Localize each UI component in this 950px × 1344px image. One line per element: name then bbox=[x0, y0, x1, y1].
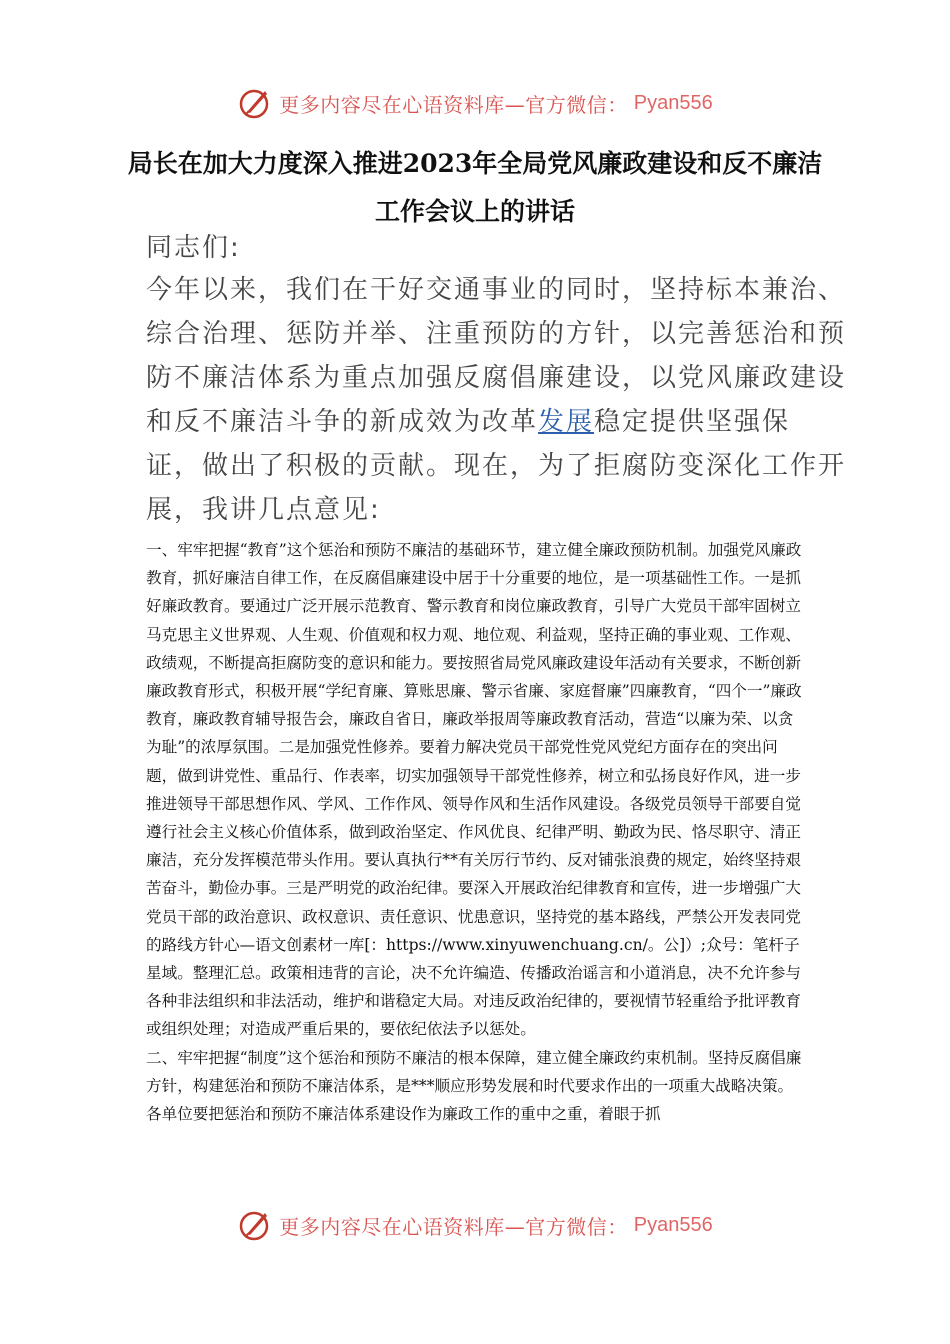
intro-text-after: 稳定提供坚强保证，做出了积极的贡献。现在，为了拒腐防变深化工作开展，我讲几点意见: bbox=[146, 407, 847, 525]
paragraph-system: 二、牢牢把握“制度”这个惩治和预防不廉洁的根本保障，建立健全廉政约束机制。坚持反腐倡廉方针，构建惩治和预防不廉洁体系，是***顺应形势发展和时代要求作出的一项重大战略决策。各单位要把惩治和预防不廉洁体系建设作为廉政工作的重中之重，着眼于抓 bbox=[146, 1048, 802, 1124]
banner-handle: Pyan556 bbox=[633, 91, 713, 114]
body-text bbox=[146, 536, 808, 1128]
paragraph-education: 一、牢牢把握“教育”这个惩治和预防不廉洁的基础环节，建立健全廉政预防机制。加强党风廉政教育，抓好廉洁自律工作，在反腐倡廉建设中居于十分重要的地位，是一项基础性工作。一是抓好廉政教育。要通过广泛开展示范教育、警示教育和岗位廉政教育，引导广大党员干部牢固树立马克思主义世界观、人生观、价值观和权力观、地位观、利益观，坚持正确的事业观、工作观、政绩观，不断提高拒腐防变的意识和能力。要按照省局党风廉政建设年活动有关要求，不断创新廉政教育形式，积极开展“学纪育廉、算账思廉、警示省廉、家庭督廉”四廉教育，“四个一”廉政教育，廉政教育辅导报告会，廉政自省日，廉政举报周等廉政教育活动，营造“以廉为荣、以贪为耻”的浓厚氛围。二是加强党性修养。要着力解决党员干部党性党风党纪方面存在的突出问题，做到讲党性、重品行、作表率，切实加强领导干部党性修养，树立和弘扬良好作风，进一步推进领导干部思想作风、学风、工作作风、领导作风和生活作风建设。各级党员领导干部要自觉遵行社会主义核心价值体系，做到政治坚定、作风优良、纪律严明、勤政为民、恪尽职守、清正廉洁，充分发挥模范带头作用。要认真执行**有关厉行节约、反对铺张浪费的规定，始终坚持艰苦奋斗，勤俭办事。三是严明党的政治纪律。要深入开展政治纪律教育和宣传，进一步增强广大党员干部的政治意识、政权意识、责任意识、忧患意识，坚持党的基本路线，严禁公开发表同党的路线方针心—语文创素材一库[：https://www.xinyuwenchuang.cn/。公]）;众号：笔杆子星域。整理汇总。政策相违背的言论，决不允许编造、传播政治谣言和小道消息，决不允许参与各种非法组织和非法活动，维护和谐稳定大局。对违反政治纪律的，要视情节轻重给予批评教育或组织处理；对造成严重后果的，要依纪依法予以惩处。 bbox=[146, 541, 802, 1039]
greeting: 同志们: bbox=[146, 233, 241, 263]
intro-text-before: 今年以来，我们在干好交通事业的同时，坚持标本兼治、综合治理、惩防并举、注重预防的方针，以完善惩治和预防不廉洁体系为重点加强反腐倡廉建设，以党风廉政建设和反不廉洁斗争的新成效为改革 bbox=[146, 275, 847, 437]
banner-text: 更多内容尽在心语资料库—官方微信： bbox=[279, 1214, 628, 1239]
document-title: 局长在加大力度深入推进2023年全局党风廉政建设和反不廉洁工作会议上的讲话 bbox=[127, 149, 823, 226]
banner-handle: Pyan556 bbox=[633, 1213, 713, 1236]
footer-banner bbox=[0, 1200, 950, 1250]
quill-logo-icon bbox=[237, 1207, 273, 1243]
development-link[interactable]: 发展 bbox=[538, 407, 595, 437]
quill-logo-icon bbox=[237, 85, 273, 121]
header-banner bbox=[0, 78, 950, 128]
banner-text: 更多内容尽在心语资料库—官方微信： bbox=[279, 92, 628, 117]
intro-paragraph bbox=[146, 268, 846, 532]
